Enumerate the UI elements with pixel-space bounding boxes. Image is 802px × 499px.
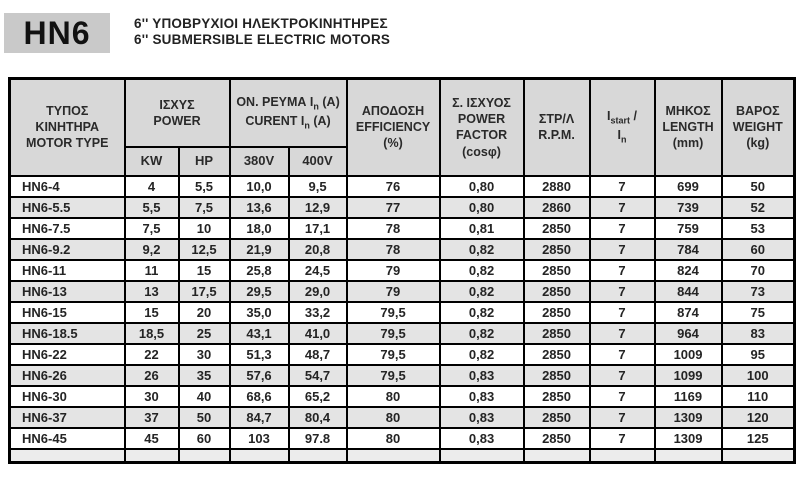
- cell-value: 0,82: [440, 323, 524, 344]
- cell-value: 26: [125, 365, 179, 386]
- table-row: [10, 260, 795, 281]
- cell-value: 7: [590, 260, 655, 281]
- cell-value: 2850: [524, 365, 590, 386]
- cell-value: 0,82: [440, 302, 524, 323]
- cell-value: 0,80: [440, 176, 524, 197]
- table-row: [10, 302, 795, 323]
- cell-value: 844: [655, 281, 722, 302]
- cell-value: 1309: [655, 407, 722, 428]
- cell-value: 25: [179, 323, 230, 344]
- table-row: [10, 281, 795, 302]
- cell-value: 22: [125, 344, 179, 365]
- cell-value: 29,0: [289, 281, 347, 302]
- cell-value: 80: [347, 386, 440, 407]
- cell-value: 125: [722, 428, 795, 449]
- cell-empty: [125, 449, 179, 463]
- cell-value: 0,82: [440, 344, 524, 365]
- cell-value: 80: [347, 428, 440, 449]
- cell-value: 0,82: [440, 260, 524, 281]
- cell-value: 2860: [524, 197, 590, 218]
- cell-empty: [230, 449, 289, 463]
- cell-value: 9,5: [289, 176, 347, 197]
- page-title-greek: 6'' ΥΠΟΒΡΥΧΙΟΙ ΗΛΕΚΤΡΟΚΙΝΗΤΗΡΕΣ: [134, 16, 388, 31]
- cell-value: 0,82: [440, 239, 524, 260]
- cell-value: 29,5: [230, 281, 289, 302]
- cell-empty: [590, 449, 655, 463]
- cell-value: 13: [125, 281, 179, 302]
- cell-value: 60: [179, 428, 230, 449]
- cell-value: 65,2: [289, 386, 347, 407]
- cell-value: 7: [590, 407, 655, 428]
- cell-value: 4: [125, 176, 179, 197]
- cell-value: 7: [590, 218, 655, 239]
- col-header-kw: KW: [125, 147, 179, 176]
- cell-value: 7: [590, 281, 655, 302]
- table-row: [10, 344, 795, 365]
- cell-value: 40: [179, 386, 230, 407]
- table-body: [10, 176, 795, 463]
- cell-value: 97.8: [289, 428, 347, 449]
- col-header-length: ΜΗΚΟΣ LENGTH (mm): [655, 79, 722, 176]
- cell-value: 2850: [524, 260, 590, 281]
- header-row-main: [10, 79, 795, 147]
- cell-value: 13,6: [230, 197, 289, 218]
- cell-value: 103: [230, 428, 289, 449]
- cell-value: 79,5: [347, 365, 440, 386]
- col-header-current: ΟΝ. ΡΕΥΜΑ $I_n$ (A) CURENT $I_n$ (A): [230, 79, 347, 147]
- table-row: [10, 365, 795, 386]
- table-row-partial: [10, 449, 795, 463]
- cell-value: 0,83: [440, 386, 524, 407]
- cell-value: 15: [125, 302, 179, 323]
- cell-value: 78: [347, 218, 440, 239]
- cell-value: 0,81: [440, 218, 524, 239]
- cell-value: 68,6: [230, 386, 289, 407]
- col-header-power-factor: Σ. ΙΣΧΥΟΣ POWER FACTOR (cosφ): [440, 79, 524, 176]
- cell-motor-type: HN6-30: [10, 386, 125, 407]
- cell-value: 53: [722, 218, 795, 239]
- cell-value: 7: [590, 197, 655, 218]
- series-badge: HN6: [4, 13, 110, 53]
- col-header-hp: HP: [179, 147, 230, 176]
- cell-value: 7: [590, 302, 655, 323]
- cell-motor-type: HN6-18.5: [10, 323, 125, 344]
- cell-value: 95: [722, 344, 795, 365]
- cell-value: 12,5: [179, 239, 230, 260]
- cell-value: 24,5: [289, 260, 347, 281]
- cell-value: 0,80: [440, 197, 524, 218]
- cell-value: 76: [347, 176, 440, 197]
- cell-value: 30: [125, 386, 179, 407]
- cell-value: 45: [125, 428, 179, 449]
- col-header-istart-ratio: $I_{start}$ / $I_n$: [590, 79, 655, 176]
- cell-motor-type: HN6-37: [10, 407, 125, 428]
- cell-value: 79,5: [347, 323, 440, 344]
- cell-value: 7: [590, 428, 655, 449]
- table-row: [10, 386, 795, 407]
- cell-value: 75: [722, 302, 795, 323]
- col-header-power: ΙΣΧΥΣ POWER: [125, 79, 230, 147]
- cell-value: 874: [655, 302, 722, 323]
- cell-value: 70: [722, 260, 795, 281]
- cell-value: 30: [179, 344, 230, 365]
- table-row: [10, 323, 795, 344]
- cell-value: 2850: [524, 302, 590, 323]
- cell-empty: [347, 449, 440, 463]
- cell-empty: [722, 449, 795, 463]
- cell-value: 17,5: [179, 281, 230, 302]
- cell-value: 20: [179, 302, 230, 323]
- page-header: [4, 13, 802, 57]
- cell-value: 2850: [524, 386, 590, 407]
- cell-value: 100: [722, 365, 795, 386]
- col-header-380v: 380V: [230, 147, 289, 176]
- cell-value: 7,5: [125, 218, 179, 239]
- cell-value: 7,5: [179, 197, 230, 218]
- cell-value: 699: [655, 176, 722, 197]
- cell-motor-type: HN6-15: [10, 302, 125, 323]
- cell-motor-type: HN6-5.5: [10, 197, 125, 218]
- table-row: [10, 239, 795, 260]
- cell-value: 80: [347, 407, 440, 428]
- cell-value: 7: [590, 344, 655, 365]
- cell-value: 2850: [524, 281, 590, 302]
- cell-value: 50: [722, 176, 795, 197]
- cell-value: 10: [179, 218, 230, 239]
- cell-motor-type: HN6-4: [10, 176, 125, 197]
- cell-value: 54,7: [289, 365, 347, 386]
- cell-value: 80,4: [289, 407, 347, 428]
- cell-value: 18,0: [230, 218, 289, 239]
- cell-value: 79: [347, 281, 440, 302]
- cell-value: 50: [179, 407, 230, 428]
- table-row: [10, 176, 795, 197]
- cell-value: 5,5: [125, 197, 179, 218]
- cell-value: 1309: [655, 428, 722, 449]
- cell-value: 60: [722, 239, 795, 260]
- page-title-english: 6'' SUBMERSIBLE ELECTRIC MOTORS: [134, 31, 391, 47]
- cell-motor-type: HN6-9.2: [10, 239, 125, 260]
- cell-motor-type: HN6-45: [10, 428, 125, 449]
- cell-motor-type: HN6-26: [10, 365, 125, 386]
- cell-value: 120: [722, 407, 795, 428]
- cell-value: 784: [655, 239, 722, 260]
- cell-value: 2850: [524, 407, 590, 428]
- cell-value: 2880: [524, 176, 590, 197]
- cell-value: 739: [655, 197, 722, 218]
- cell-value: 1169: [655, 386, 722, 407]
- cell-value: 33,2: [289, 302, 347, 323]
- cell-value: 73: [722, 281, 795, 302]
- cell-empty: [440, 449, 524, 463]
- cell-value: 15: [179, 260, 230, 281]
- cell-value: 0,83: [440, 428, 524, 449]
- cell-value: 1009: [655, 344, 722, 365]
- cell-value: 21,9: [230, 239, 289, 260]
- cell-value: 964: [655, 323, 722, 344]
- cell-value: 7: [590, 176, 655, 197]
- col-header-rpm: ΣΤΡ/Λ R.P.M.: [524, 79, 590, 176]
- cell-value: 35: [179, 365, 230, 386]
- cell-value: 79,5: [347, 302, 440, 323]
- cell-value: 759: [655, 218, 722, 239]
- cell-value: 11: [125, 260, 179, 281]
- cell-value: 18,5: [125, 323, 179, 344]
- cell-value: 78: [347, 239, 440, 260]
- cell-value: 824: [655, 260, 722, 281]
- cell-value: 35,0: [230, 302, 289, 323]
- motor-spec-table: [8, 77, 796, 464]
- cell-value: 2850: [524, 239, 590, 260]
- cell-value: 37: [125, 407, 179, 428]
- cell-value: 7: [590, 365, 655, 386]
- cell-value: 9,2: [125, 239, 179, 260]
- cell-value: 2850: [524, 323, 590, 344]
- cell-value: 83: [722, 323, 795, 344]
- cell-empty: [524, 449, 590, 463]
- col-header-weight: ΒΑΡΟΣ WEIGHT (kg): [722, 79, 795, 176]
- cell-value: 1099: [655, 365, 722, 386]
- cell-value: 2850: [524, 344, 590, 365]
- cell-value: 52: [722, 197, 795, 218]
- cell-value: 51,3: [230, 344, 289, 365]
- cell-value: 0,83: [440, 407, 524, 428]
- table-row: [10, 407, 795, 428]
- cell-value: 17,1: [289, 218, 347, 239]
- cell-value: 41,0: [289, 323, 347, 344]
- table-row: [10, 218, 795, 239]
- cell-motor-type: HN6-7.5: [10, 218, 125, 239]
- cell-empty: [179, 449, 230, 463]
- cell-value: 0,82: [440, 281, 524, 302]
- cell-empty: [10, 449, 125, 463]
- cell-value: 84,7: [230, 407, 289, 428]
- col-header-efficiency: ΑΠΟΔΟΣΗ EFFICIENCY (%): [347, 79, 440, 176]
- cell-value: 20,8: [289, 239, 347, 260]
- cell-empty: [289, 449, 347, 463]
- cell-motor-type: HN6-11: [10, 260, 125, 281]
- cell-value: 0,83: [440, 365, 524, 386]
- table-row: [10, 428, 795, 449]
- cell-value: 43,1: [230, 323, 289, 344]
- cell-value: 25,8: [230, 260, 289, 281]
- cell-motor-type: HN6-22: [10, 344, 125, 365]
- cell-value: 12,9: [289, 197, 347, 218]
- cell-value: 7: [590, 323, 655, 344]
- cell-value: 2850: [524, 218, 590, 239]
- cell-value: 110: [722, 386, 795, 407]
- cell-value: 2850: [524, 428, 590, 449]
- col-header-motor-type: ΤΥΠΟΣ ΚΙΝΗΤΗΡΑ MOTOR TYPE: [10, 79, 125, 176]
- cell-motor-type: HN6-13: [10, 281, 125, 302]
- cell-value: 5,5: [179, 176, 230, 197]
- cell-value: 7: [590, 386, 655, 407]
- page-title: [134, 13, 390, 48]
- cell-value: 77: [347, 197, 440, 218]
- cell-value: 79,5: [347, 344, 440, 365]
- table-row: [10, 197, 795, 218]
- cell-value: 79: [347, 260, 440, 281]
- cell-value: 48,7: [289, 344, 347, 365]
- cell-value: 7: [590, 239, 655, 260]
- cell-value: 10,0: [230, 176, 289, 197]
- cell-empty: [655, 449, 722, 463]
- col-header-400v: 400V: [289, 147, 347, 176]
- cell-value: 57,6: [230, 365, 289, 386]
